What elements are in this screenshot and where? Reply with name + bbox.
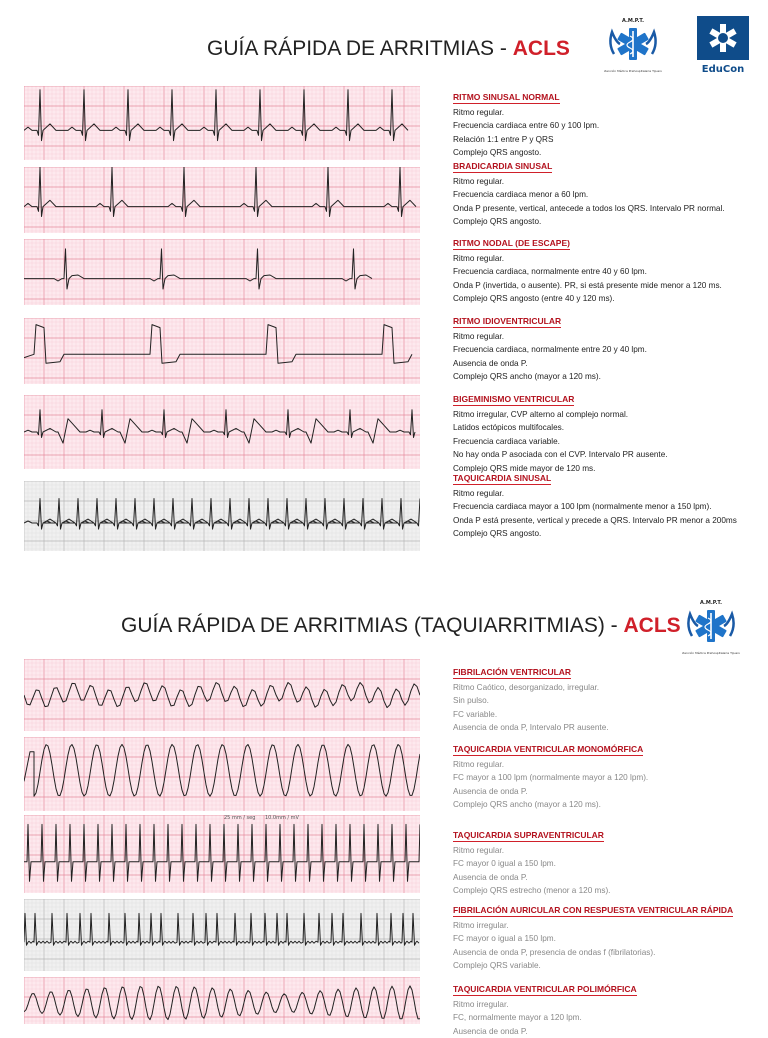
section-line: Frecuencia cardiaca mayor a 100 lpm (normalmente menor a 150 lpm). (453, 502, 712, 512)
section-heading: RITMO SINUSAL NORMAL (453, 92, 560, 102)
strip-speed-label: 25 mm / seg 10.0mm / mV (224, 815, 299, 821)
section-line: FC mayor o igual a 150 lpm. (453, 934, 556, 944)
ecg-strip-svg (24, 239, 420, 305)
section-line: Ausencia de onda P, Intervalo PR ausente. (453, 723, 609, 733)
section-ritmo-nodal (453, 233, 763, 306)
ecg-strip-svg (24, 977, 420, 1024)
section-line: Frecuencia cardiaca, normalmente entre 40 y 60 lpm. (453, 267, 647, 277)
section-line: Ritmo regular. (453, 254, 504, 263)
section-line: Complejo QRS variable. (453, 961, 541, 971)
section-line: Ritmo regular. (453, 846, 504, 855)
section-line: Ritmo regular. (453, 332, 504, 341)
section-heading: RITMO NODAL (DE ESCAPE) (453, 238, 570, 248)
ecg-strip-svg (24, 167, 420, 233)
section-line: Ritmo irregular. (453, 1000, 509, 1009)
ecg-strip-taquicardia-sinusal (24, 481, 420, 551)
section-line: Frecuencia cardiaca menor a 60 lpm. (453, 190, 589, 200)
section-line: Onda P está presente, vertical y precede a QRS. Intervalo PR menor a 200ms (453, 515, 737, 525)
ecg-trace (24, 824, 420, 881)
ecg-trace (24, 986, 420, 1020)
ampt-logo-page2-text: A.M.P.T. (700, 600, 722, 606)
section-line: Frecuencia cardiaca variable. (453, 436, 560, 446)
ecg-strip-bigeminismo-ventricular (24, 395, 420, 469)
section-taquicardia-supraventricular (453, 825, 763, 898)
section-line: FC mayor 0 igual a 150 lpm. (453, 859, 556, 869)
ecg-trace (24, 325, 412, 364)
section-taquicardia-sinusal (453, 468, 763, 541)
ecg-strip-taquicardia-supraventricular (24, 815, 420, 893)
section-fibrilacion-ventricular (453, 662, 763, 735)
section-heading: BIGEMINISMO VENTRICULAR (453, 394, 575, 404)
ecg-strip-ritmo-nodal (24, 239, 420, 305)
ampt-logo-text: A.M.P.T. (622, 18, 644, 24)
section-line: Ritmo regular. (453, 108, 504, 117)
section-tv-monomorfica (453, 739, 763, 812)
section-line: Ausencia de onda P. (453, 358, 528, 368)
ampt-logo-page2 (682, 596, 740, 662)
section-ritmo-sinusal-normal (453, 87, 763, 160)
section-heading: FIBRILACIÓN VENTRICULAR (453, 667, 572, 677)
section-tv-polimorfica (453, 979, 763, 1038)
educon-logo (694, 16, 752, 76)
ampt-logo-caption: Atención Médica Prehospitalaria Tijuana (604, 69, 662, 73)
section-line: Complejo QRS angosto (entre 40 y 120 ms). (453, 294, 615, 304)
section-line: Complejo QRS estrecho (menor a 120 ms). (453, 886, 611, 896)
ampt-logo (604, 14, 662, 80)
section-line: FC mayor a 100 lpm (normalmente mayor a 120 lpm). (453, 773, 649, 783)
section-line: Ausencia de onda P. (453, 1026, 528, 1036)
section-bradicardia-sinusal (453, 156, 763, 229)
section-line: Ritmo irregular. (453, 921, 509, 930)
section-line: Ritmo Caótico, desorganizado, irregular. (453, 683, 600, 692)
ecg-strip-svg (24, 815, 420, 893)
page1-title-main: GUÍA RÁPIDA DE ARRITMIAS - (207, 37, 513, 60)
ecg-strip-svg (24, 737, 420, 811)
section-line: Ritmo regular. (453, 177, 504, 186)
ecg-strip-svg (24, 86, 420, 160)
section-heading: TAQUICARDIA VENTRICULAR MONOMÓRFICA (453, 744, 644, 754)
ecg-strip-tv-monomorfica (24, 737, 420, 811)
section-heading: BRADICARDIA SINUSAL (453, 161, 553, 171)
section-line: Latidos ectópicos multifocales. (453, 423, 565, 433)
ecg-strip-fibrilacion-ventricular (24, 659, 420, 731)
ecg-strip-svg (24, 395, 420, 469)
section-line: No hay onda P asociada con el CVP. Intervalo PR ausente. (453, 450, 668, 460)
section-heading: TAQUICARDIA SUPRAVENTRICULAR (453, 830, 604, 840)
section-line: Ritmo regular. (453, 760, 504, 769)
ecg-strip-ritmo-idioventricular (24, 318, 420, 384)
section-line: Onda P (invertida, o ausente). PR, si está presente mide menor a 120 ms. (453, 280, 722, 290)
ampt-logo-page2-caption: Atención Médica Prehospitalaria Tijuana (682, 651, 740, 655)
section-ritmo-idioventricular (453, 311, 763, 384)
section-line: Frecuencia cardiaca, normalmente entre 20 y 40 lpm. (453, 345, 647, 355)
ecg-strip-svg (24, 481, 420, 551)
ecg-strip-fibrilacion-auricular-rvr (24, 899, 420, 971)
page2-title-main: GUÍA RÁPIDA DE ARRITMIAS (TAQUIARRITMIAS) - (121, 614, 624, 637)
section-line: Complejo QRS angosto. (453, 529, 542, 539)
section-line: FC, normalmente mayor a 120 lpm. (453, 1013, 582, 1023)
ecg-strip-svg (24, 899, 420, 971)
section-line: Ausencia de onda P, presencia de ondas f (fibrilatorias). (453, 947, 656, 957)
page1-title (207, 37, 570, 61)
section-line: Complejo QRS ancho (mayor a 120 ms). (453, 800, 601, 810)
section-line: Frecuencia cardiaca entre 60 y 100 lpm. (453, 121, 600, 131)
section-heading: TAQUICARDIA VENTRICULAR POLIMÓRFICA (453, 984, 637, 994)
section-fibrilacion-auricular-rvr (453, 900, 763, 973)
section-line: FC variable. (453, 709, 498, 719)
section-heading: RITMO IDIOVENTRICULAR (453, 316, 562, 326)
section-line: Onda P presente, vertical, antecede a todos los QRS. Intervalo PR normal. (453, 203, 725, 213)
ecg-trace (24, 913, 419, 945)
section-line: Relación 1:1 entre P y QRS (453, 134, 554, 144)
section-heading: TAQUICARDIA SINUSAL (453, 473, 552, 483)
section-line: Ritmo regular. (453, 489, 504, 498)
ecg-strip-tv-polimorfica (24, 977, 420, 1024)
section-bigeminismo-ventricular (453, 389, 763, 475)
ecg-strip-bradicardia-sinusal (24, 167, 420, 233)
section-line: Complejo QRS angosto. (453, 217, 542, 227)
ecg-trace (24, 744, 420, 796)
ecg-trace (24, 499, 420, 530)
section-line: Complejo QRS mide mayor de 120 ms. (453, 463, 596, 473)
section-line: Complejo QRS ancho (mayor a 120 ms). (453, 372, 601, 382)
section-line: Ausencia de onda P. (453, 872, 528, 882)
section-line: Sin pulso. (453, 696, 489, 706)
ecg-strip-svg (24, 659, 420, 731)
page1-title-accent: ACLS (512, 37, 570, 60)
page2-title-accent: ACLS (623, 614, 681, 637)
educon-logo-text: EduCon (701, 64, 745, 75)
section-line: Complejo QRS angosto. (453, 148, 542, 158)
ecg-strip-svg (24, 318, 420, 384)
section-line: Ritmo irregular, CVP alterno al complejo normal. (453, 410, 629, 419)
section-heading: FIBRILACIÓN AURICULAR CON RESPUESTA VENTRICULAR RÁPIDA (453, 905, 734, 915)
ecg-strip-ritmo-sinusal-normal (24, 86, 420, 160)
section-line: Ausencia de onda P. (453, 786, 528, 796)
page2-title (121, 614, 681, 638)
